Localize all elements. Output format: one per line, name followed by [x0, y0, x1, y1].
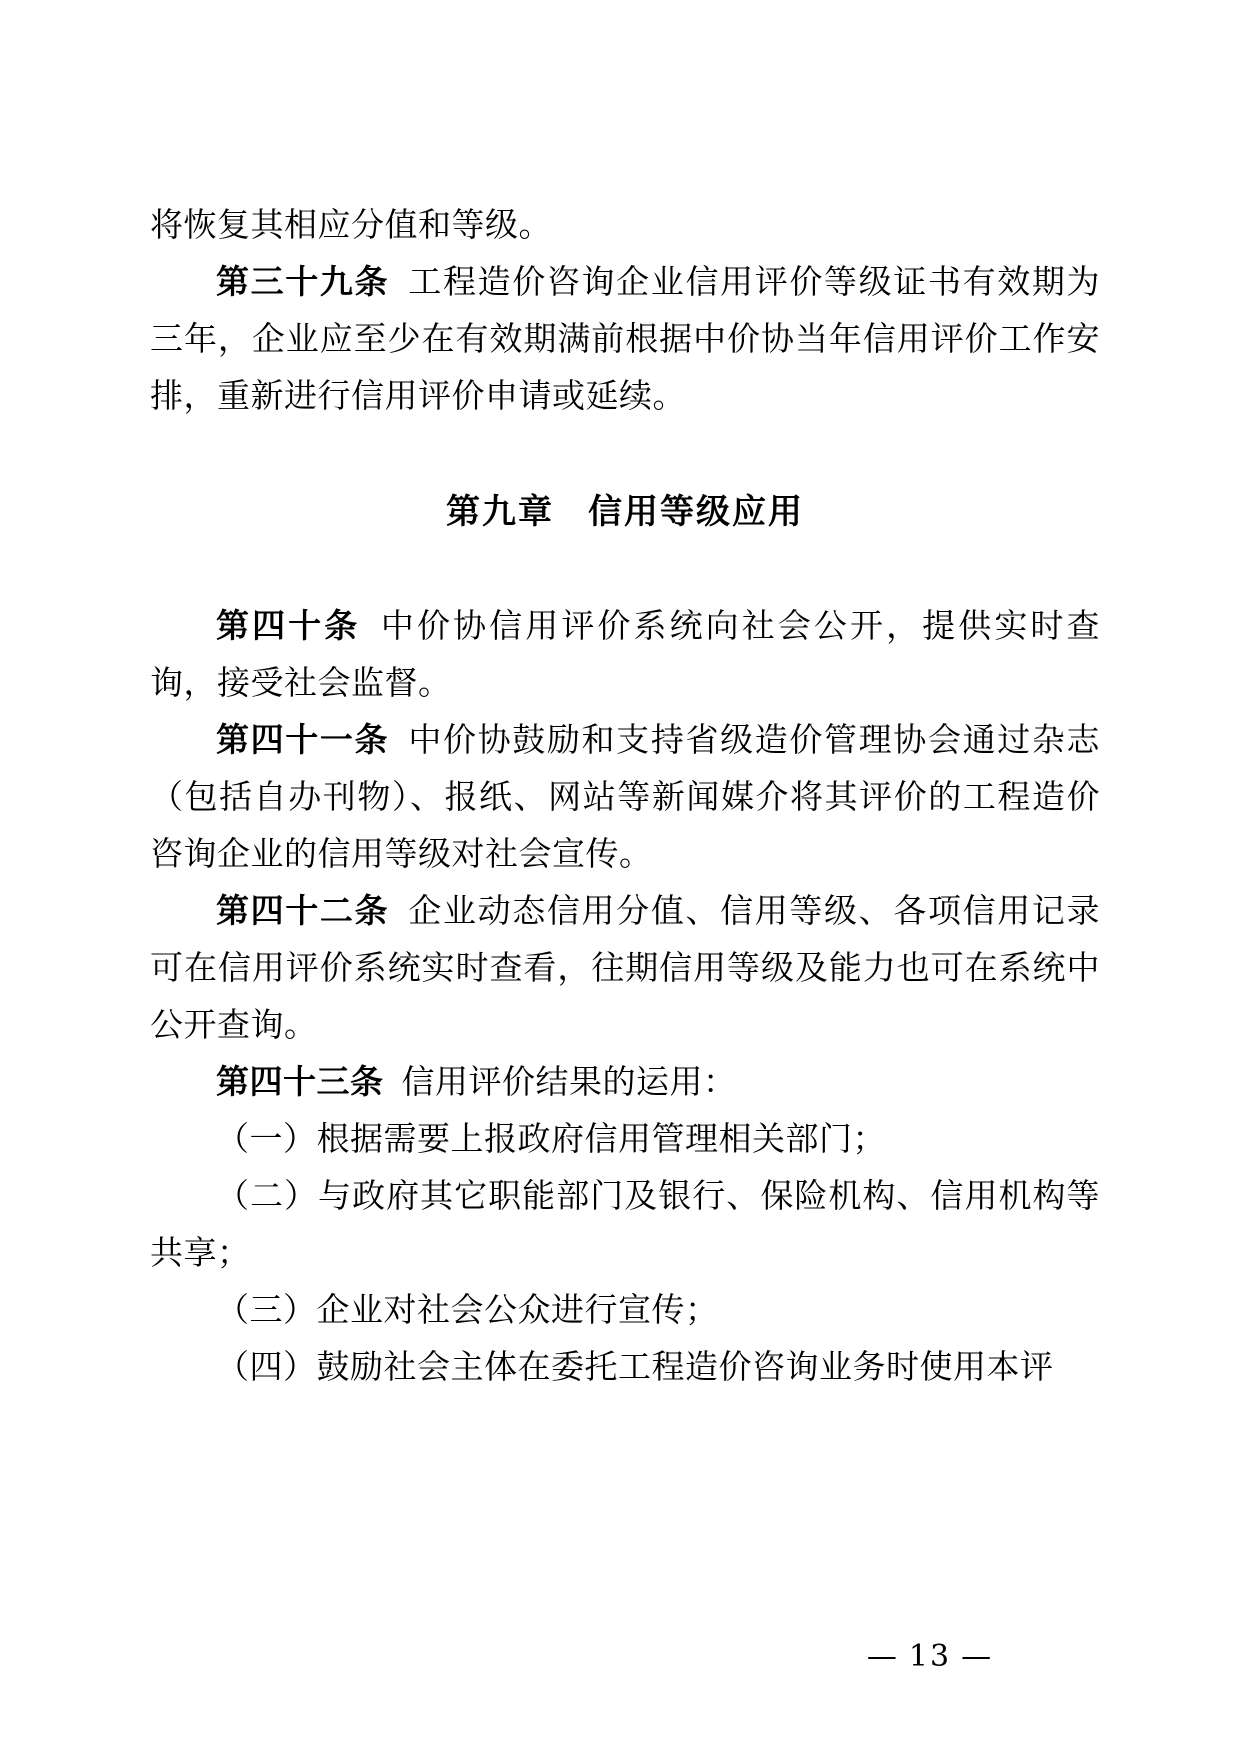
chapter-heading-block	[150, 484, 1100, 541]
page-marker-right: —	[961, 1639, 994, 1674]
paragraph-text: 将恢复其相应分值和等级。	[150, 205, 552, 244]
article-text: 中价协鼓励和支持省级造价管理协会通过杂志（包括自办刊物）、报纸、网站等新闻媒介将其评价的工程造价咨询企业的信用等级对社会宣传。	[150, 720, 1101, 873]
chapter-title-text: 信用等级应用	[588, 492, 804, 532]
article-label: 第四十三条	[216, 1062, 384, 1101]
page-footer	[0, 1639, 1240, 1674]
article-39	[150, 253, 1100, 424]
article-text: 信用评价结果的运用：	[401, 1062, 737, 1101]
page-number-group	[867, 1639, 993, 1674]
list-item	[150, 1338, 1100, 1395]
article-label: 第四十二条	[216, 891, 390, 930]
list-item-text: （一）根据需要上报政府信用管理相关部门；	[216, 1119, 886, 1158]
article-text: 中价协信用评价系统向社会公开，提供实时查询，接受社会监督。	[150, 606, 1101, 702]
list-item	[150, 1167, 1100, 1281]
article-label: 第三十九条	[216, 262, 390, 301]
article-43	[150, 1053, 1100, 1110]
list-item-text: （二）与政府其它职能部门及银行、保险机构、信用机构等共享；	[150, 1176, 1100, 1272]
article-41	[150, 711, 1100, 882]
list-item-text: （四）鼓励社会主体在委托工程造价咨询业务时使用本评	[216, 1347, 1054, 1386]
chapter-number: 第九章	[446, 492, 554, 532]
article-42	[150, 882, 1100, 1053]
page-content	[150, 196, 1100, 1395]
chapter-heading	[150, 484, 1100, 541]
article-label: 第四十条	[216, 606, 361, 645]
article-label: 第四十一条	[216, 720, 390, 759]
page-marker-left: —	[866, 1639, 899, 1674]
article-text: 工程造价咨询企业信用评价等级证书有效期为三年，企业应至少在有效期满前根据中价协当年信用评价工作安排，重新进行信用评价申请或延续。	[150, 262, 1101, 415]
article-40	[150, 597, 1100, 711]
list-item	[150, 1281, 1100, 1338]
article-text: 企业动态信用分值、信用等级、各项信用记录可在信用评价系统实时查看，往期信用等级及能力也可在系统中公开查询。	[150, 891, 1101, 1044]
paragraph-continuation	[150, 196, 1100, 253]
page-number: 13	[908, 1639, 952, 1674]
list-item	[150, 1110, 1100, 1167]
list-item-text: （三）企业对社会公众进行宣传；	[216, 1290, 719, 1329]
